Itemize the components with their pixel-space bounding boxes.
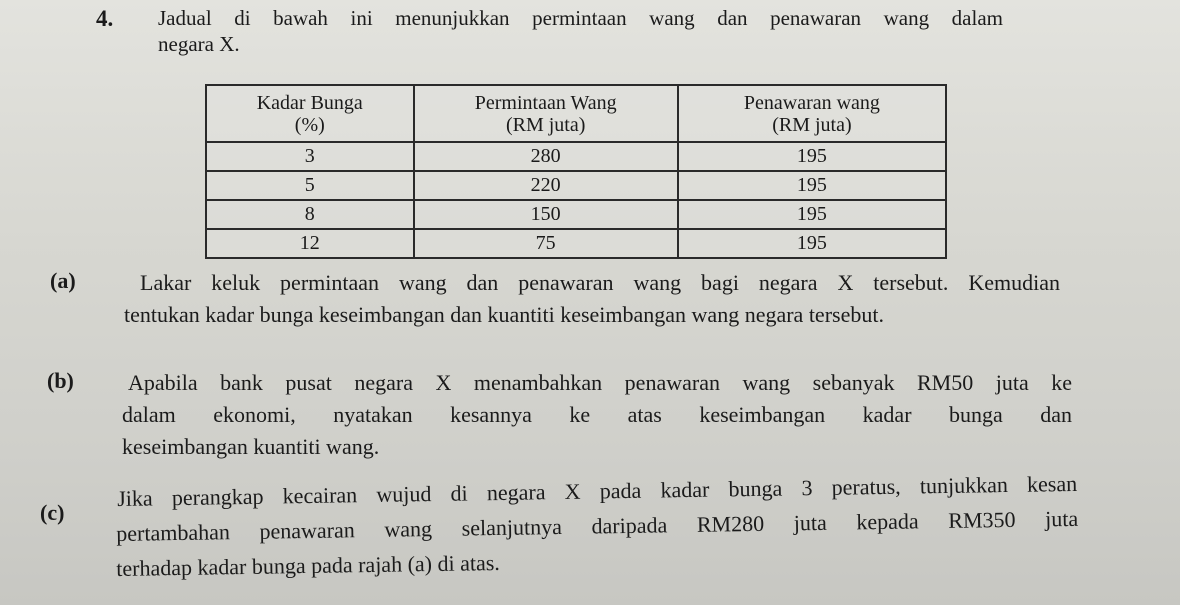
cell-money-demand: 280 — [414, 142, 678, 171]
table-header-row — [206, 85, 946, 142]
header-money-supply — [678, 85, 946, 142]
header-interest-rate-line1: Kadar Bunga — [256, 91, 363, 114]
cell-interest-rate: 12 — [206, 229, 414, 258]
part-a-line-1: Lakar keluk permintaan wang dan penawaran wang bagi negara X tersebut. Kemudian — [140, 270, 1060, 295]
table-row — [206, 142, 946, 171]
cell-money-supply: 195 — [678, 142, 946, 171]
header-money-demand-line1: Permintaan Wang — [474, 91, 617, 114]
money-demand-supply-table — [205, 84, 947, 259]
question-intro-line-2: negara X. — [158, 32, 240, 56]
header-money-supply-line1: Penawaran wang — [743, 91, 880, 114]
part-c-line-2: pertambahan penawaran wang selanjutnya daripada RM280 juta kepada RM350 juta — [116, 505, 1079, 546]
cell-money-supply: 195 — [678, 229, 946, 258]
part-c-label: (c) — [40, 500, 65, 525]
table-row — [206, 200, 946, 229]
table-row — [206, 229, 946, 258]
header-interest-rate — [206, 85, 414, 142]
cell-money-demand: 220 — [414, 171, 678, 200]
cell-money-demand: 75 — [414, 229, 678, 258]
cell-money-supply: 195 — [678, 200, 946, 229]
part-c-line-3: terhadap kadar bunga pada rajah (a) di atas. — [116, 549, 501, 581]
part-b-line-1: Apabila bank pusat negara X menambahkan penawaran wang sebanyak RM50 juta ke — [128, 370, 1072, 395]
cell-interest-rate: 3 — [206, 142, 414, 171]
question-number: 4. — [96, 6, 114, 31]
part-b-line-3: keseimbangan kuantiti wang. — [122, 434, 380, 459]
cell-interest-rate: 8 — [206, 200, 414, 229]
header-money-demand-line2: (RM juta) — [505, 113, 586, 136]
part-a-label: (a) — [50, 268, 76, 293]
header-money-supply-line2: (RM juta) — [772, 113, 852, 136]
header-interest-rate-line2: (%) — [294, 113, 325, 136]
cell-money-supply: 195 — [678, 171, 946, 200]
cell-money-demand: 150 — [414, 200, 678, 229]
table-row — [206, 171, 946, 200]
question-intro-line-1: Jadual di bawah ini menunjukkan permintaan wang dan penawaran wang dalam — [158, 6, 1003, 30]
part-c-line-1: Jika perangkap kecairan wujud di negara X pada kadar bunga 3 peratus, tunjukkan kesan — [117, 470, 1078, 511]
header-money-demand — [414, 85, 678, 142]
cell-interest-rate: 5 — [206, 171, 414, 200]
part-b-line-2: dalam ekonomi, nyatakan kesannya ke atas keseimbangan kadar bunga dan — [122, 402, 1072, 427]
part-a-line-2: tentukan kadar bunga keseimbangan dan kuantiti keseimbangan wang negara tersebut. — [124, 302, 884, 327]
part-b-label: (b) — [47, 368, 74, 393]
